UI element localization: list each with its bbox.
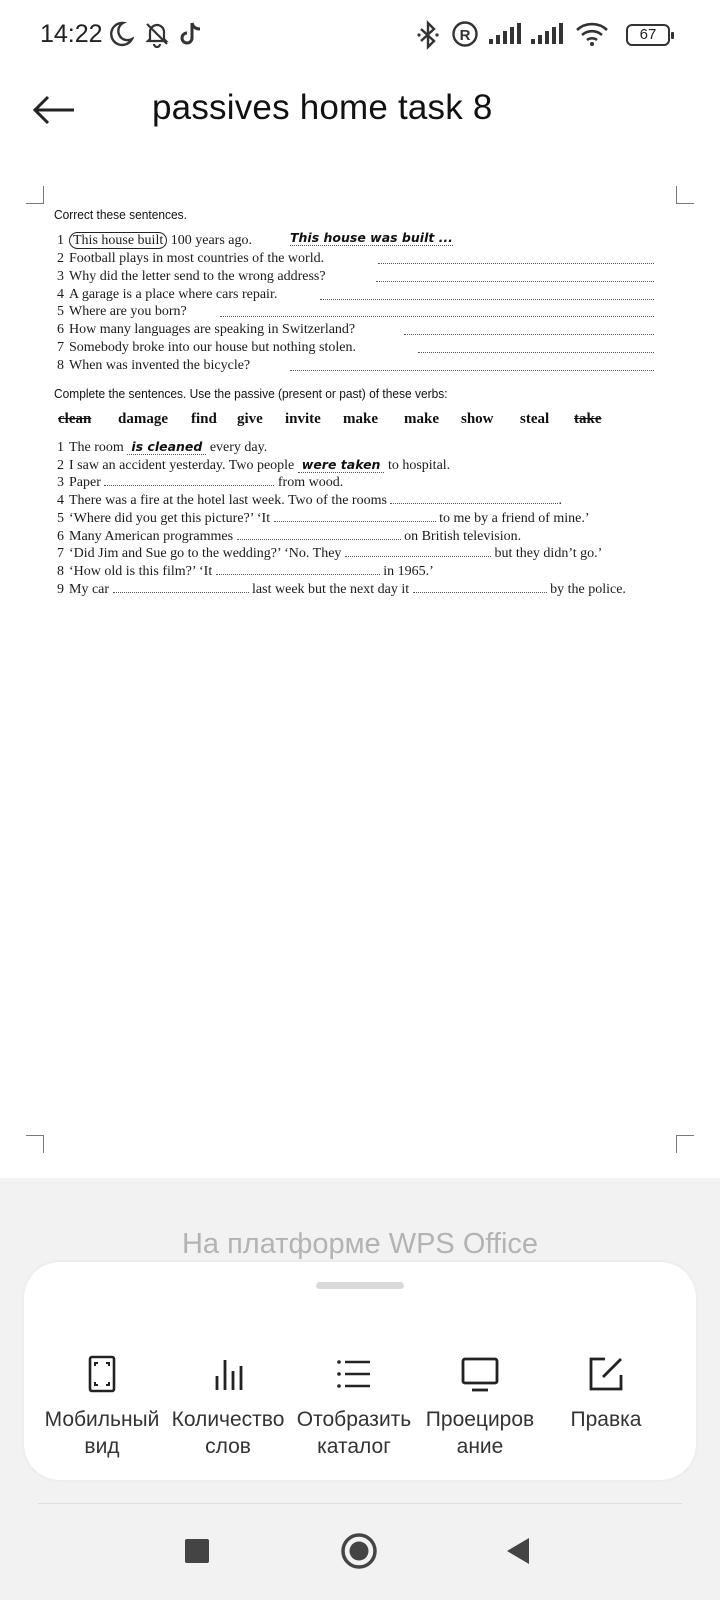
catalog-icon — [334, 1354, 374, 1394]
action-sheet — [24, 1262, 696, 1480]
verb-word: take — [574, 411, 602, 427]
answer-blank — [113, 581, 249, 593]
svg-text:R: R — [459, 27, 471, 44]
exercise-line: 2 Football plays in most countries of the world. — [57, 251, 325, 266]
word-count-icon — [208, 1354, 248, 1394]
action-label: Мобильный вид — [44, 1408, 160, 1458]
handwritten-answer: is cleaned — [127, 439, 206, 455]
edit-icon — [586, 1354, 626, 1394]
arrow-left-icon — [32, 95, 76, 125]
verb-word: make — [343, 411, 378, 427]
answer-blank — [220, 305, 654, 317]
verb-word: invite — [285, 411, 321, 427]
verb-word: give — [237, 411, 263, 427]
battery-indicator: 67 — [626, 24, 670, 46]
verb-word: damage — [118, 411, 168, 427]
answer-blank — [413, 581, 547, 593]
exercise-line: 6 How many languages are speaking in Switzerland? — [57, 322, 356, 337]
answer-blank — [404, 323, 654, 335]
page-corner-mark — [26, 186, 44, 204]
bluetooth-icon — [415, 20, 441, 50]
answer-blank — [418, 341, 654, 353]
divider — [38, 1503, 682, 1504]
mobile-view-icon — [82, 1354, 122, 1394]
page-title: passives home task 8 — [152, 88, 493, 127]
status-bar — [0, 0, 720, 70]
page-corner-mark — [676, 186, 694, 204]
page-corner-mark — [676, 1135, 694, 1153]
exercise-line: 8 ‘How old is this film?’ ‘It in 1965.’ — [57, 564, 434, 579]
exercise-line: 4 A garage is a place where cars repair. — [57, 287, 278, 302]
home-circle-icon[interactable] — [340, 1532, 378, 1570]
answer-blank — [378, 252, 654, 264]
moon-icon — [108, 20, 134, 48]
answer-blank — [237, 528, 401, 540]
verb-word: find — [191, 411, 217, 427]
answer-blank — [390, 492, 558, 504]
action-label: Количество слов — [171, 1408, 285, 1458]
projection-button[interactable] — [413, 1354, 547, 1460]
verb-word: show — [461, 411, 494, 427]
registered-icon — [451, 20, 479, 48]
answer-blank — [216, 563, 380, 575]
verb-word: steal — [520, 411, 550, 427]
word-count-button[interactable] — [161, 1354, 295, 1460]
edit-button[interactable] — [539, 1354, 673, 1433]
bell-off-icon — [143, 20, 171, 48]
back-button[interactable] — [28, 86, 80, 134]
mobile-view-button[interactable] — [35, 1354, 169, 1460]
tiktok-icon — [180, 20, 204, 48]
projection-icon — [460, 1354, 500, 1394]
exercise-line: 7 ‘Did Jim and Sue go to the wedding?’ ‘No. They but they didn’t go.’ — [57, 546, 603, 561]
exercise-line: 5 Where are you born? — [57, 304, 187, 319]
answer-blank — [345, 545, 491, 557]
verb-word: make — [404, 411, 439, 427]
handwritten-answer: This house was built ... — [290, 230, 453, 245]
document-viewer[interactable] — [0, 152, 720, 1178]
action-label: Отобразить каталог — [296, 1408, 412, 1458]
exercise-line: 4 There was a fire at the hotel last week. Two of the rooms . — [57, 493, 562, 508]
verb-word: clean — [58, 411, 92, 427]
signal-icon — [530, 20, 564, 48]
exercise-line: 3 Paper from wood. — [57, 475, 344, 490]
action-label: Проециров ание — [425, 1408, 535, 1458]
exercise-line: 3 Why did the letter send to the wrong address? — [57, 269, 326, 284]
answer-blank — [320, 288, 654, 300]
exercise-line: 7 Somebody broke into our house but nothing stolen. — [57, 340, 356, 355]
exercise-line: 8 When was invented the bicycle? — [57, 358, 251, 373]
platform-caption: На платформе WPS Office — [181, 1228, 539, 1260]
exercise-line: 1 The room is cleaned every day. — [57, 439, 268, 455]
recents-square-icon[interactable] — [184, 1538, 210, 1564]
exercise-heading: Complete the sentences. Use the passive (present or past) of these verbs: — [54, 386, 448, 401]
handwritten-answer: were taken — [298, 457, 385, 473]
exercise-line: 1 This house built 100 years ago. — [57, 233, 252, 248]
exercise-heading: Correct these sentences. — [54, 207, 187, 222]
answer-blank — [290, 359, 654, 371]
page-corner-mark — [26, 1135, 44, 1153]
answer-blank — [104, 474, 274, 486]
answer-blank — [376, 270, 654, 282]
exercise-line: 6 Many American programmes on British television. — [57, 529, 522, 544]
sheet-drag-handle[interactable] — [316, 1282, 404, 1289]
exercise-line: 9 My car last week but the next day it by the police. — [57, 582, 626, 597]
app-header — [0, 70, 720, 152]
signal-icon — [488, 20, 522, 48]
answer-blank — [274, 510, 436, 522]
exercise-line: 5 ‘Where did you get this picture?’ ‘It to me by a friend of mine.’ — [57, 511, 590, 526]
show-catalog-button[interactable] — [287, 1354, 421, 1460]
status-time: 14:22 — [40, 20, 103, 48]
wifi-icon — [574, 20, 610, 48]
circled-phrase: This house built — [69, 232, 167, 249]
action-label: Правка — [570, 1408, 642, 1431]
exercise-line: 2 I saw an accident yesterday. Two people were taken to hospital. — [57, 457, 451, 473]
back-triangle-icon[interactable] — [505, 1536, 531, 1566]
